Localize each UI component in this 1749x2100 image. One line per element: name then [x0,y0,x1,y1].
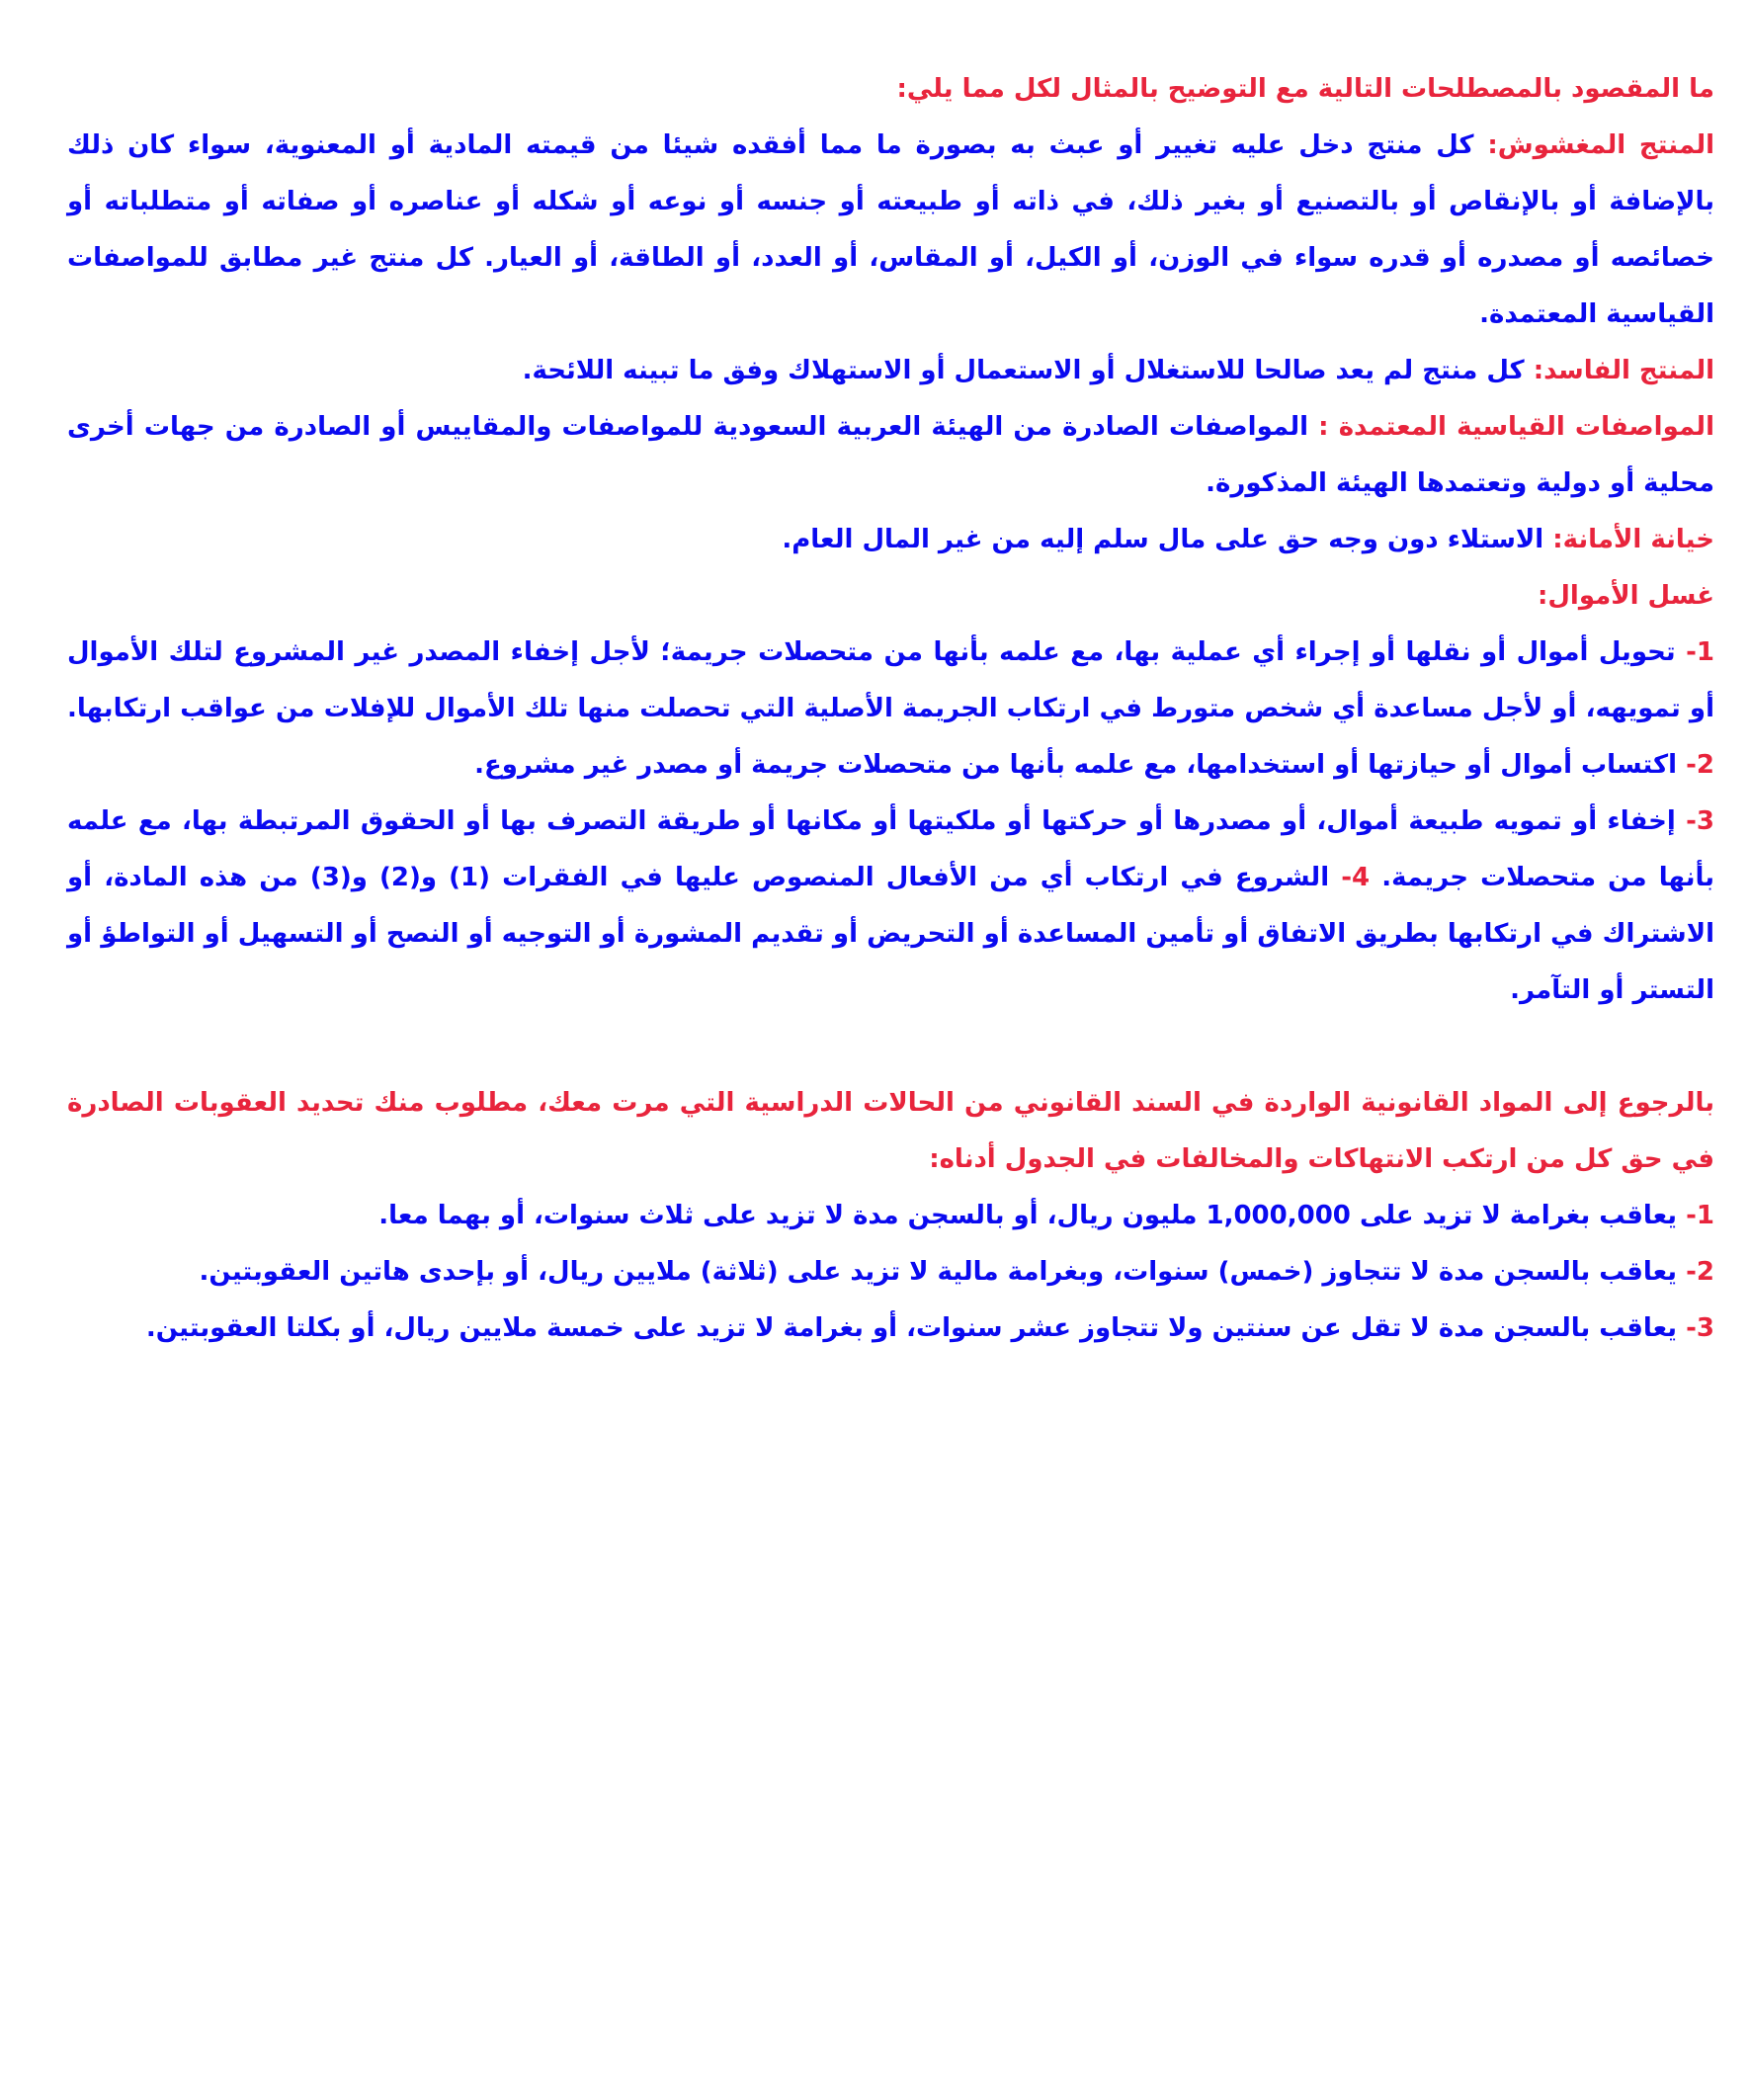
penalty-number: 2- [1686,1257,1714,1287]
item-text: تحويل أموال أو نقلها أو إجراء أي عملية بها، مع علمه بأنها من متحصلات جريمة؛ لأجل إخفاء المصدر غير المشروع لتلك الأموال أو تمويهه، أو لأجل مساعدة أي شخص متورط في ارتكاب الجريمة الأصلية التي تحصلت منها تلك الأموال للإفلات من عواقب ارتكابها. [67,637,1714,723]
spacer [67,1019,1714,1075]
penalty-item [67,1301,1714,1357]
item-number: 2- [1686,750,1714,780]
penalty-item [67,1188,1714,1244]
intro-title: ما المقصود بالمصطلحات التالية مع التوضيح بالمثال لكل مما يلي: [896,74,1714,104]
penalty-number: 3- [1686,1313,1714,1343]
penalty-text: يعاقب بالسجن مدة لا تقل عن سنتين ولا تتجاوز عشر سنوات، أو بغرامة لا تزيد على خمسة ملايين ريال، أو بكلتا العقوبتين. [145,1313,1687,1343]
item-number: 4- [1341,863,1371,892]
penalty-number: 1- [1686,1201,1714,1230]
term-definition: المواصفات الصادرة من الهيئة العربية السعودية للمواصفات والمقاييس أو الصادرة من جهات أخرى محلية أو دولية وتعتمدها الهيئة المذكورة. [67,412,1714,498]
term-spoiled-product [67,343,1714,399]
term-definition: كل منتج لم يعد صالحا للاستغلال أو الاستعمال أو الاستهلاك وفق ما تبينه اللائحة. [522,356,1534,385]
term-adulterated-product [67,118,1714,343]
term-definition: كل منتج دخل عليه تغيير أو عبث به بصورة ما مما أفقده شيئا من قيمته المادية أو المعنوية، سواء كان ذلك بالإضافة أو بالإنقاص أو بالتصنيع أو بغير ذلك، في ذاته أو طبيعته أو جنسه أو نوعه أو شكله أو عناصره أو صفاته أو متطلباته أو خصائصه أو مصدره أو قدره سواء في الوزن، أو الكيل، أو المقاس، أو العدد، أو الطاقة، أو العيار. كل منتج غير مطابق للمواصفات القياسية المعتمدة. [67,130,1714,329]
penalty-text: يعاقب بالسجن مدة لا تتجاوز (خمس) سنوات، وبغرامة مالية لا تزيد على (ثلاثة) ملايين ريال، أو بإحدى هاتين العقوبتين. [199,1257,1687,1287]
item-text: الشروع في ارتكاب أي من الأفعال المنصوص عليها في الفقرات (1) و(2) و(3) من هذه المادة، أو الاشتراك في ارتكابها بطريق الاتفاق أو تأمين المساعدة أو التحريض أو تقديم المشورة أو التوجيه أو النصح أو التسهيل أو التواطؤ أو التستر أو التآمر. [67,863,1714,1005]
term-approved-standards [67,399,1714,512]
task-prompt: بالرجوع إلى المواد القانونية الواردة في السند القانوني من الحالات الدراسية التي مرت معك، مطلوب منك تحديد العقوبات الصادرة في حق كل من ارتكب الانتهاكات والمخالفات في الجدول أدناه: [67,1088,1714,1174]
item-number: 3- [1686,806,1714,836]
item-number: 1- [1686,637,1714,667]
term-label: المنتج المغشوش: [1487,130,1714,160]
term-label: خيانة الأمانة: [1552,525,1714,554]
money-laundering-items-3-4 [67,794,1714,1019]
term-breach-of-trust [67,512,1714,568]
term-definition: الاستلاء دون وجه حق على مال سلم إليه من غير المال العام. [782,525,1553,554]
term-label: المنتج الفاسد: [1533,356,1714,385]
money-laundering-items-1-2 [67,625,1714,794]
money-laundering-label: غسل الأموال: [1537,581,1714,611]
penalty-item [67,1244,1714,1301]
term-label: المواصفات القياسية المعتمدة : [1318,412,1714,442]
penalty-text: يعاقب بغرامة لا تزيد على 1,000,000 مليون ريال، أو بالسجن مدة لا تزيد على ثلاث سنوات، أو بهما معا. [378,1201,1687,1230]
item-text: إخفاء أو تمويه طبيعة أموال، أو مصدرها أو حركتها أو ملكيتها أو مكانها أو طريقة التصرف بها أو الحقوق المرتبطة بها، مع علمه بأنها من متحصلات جريمة. [67,806,1714,892]
item-text: اكتساب أموال أو حيازتها أو استخدامها، مع علمه بأنها من متحصلات جريمة أو مصدر غير مشروع. [474,750,1687,780]
